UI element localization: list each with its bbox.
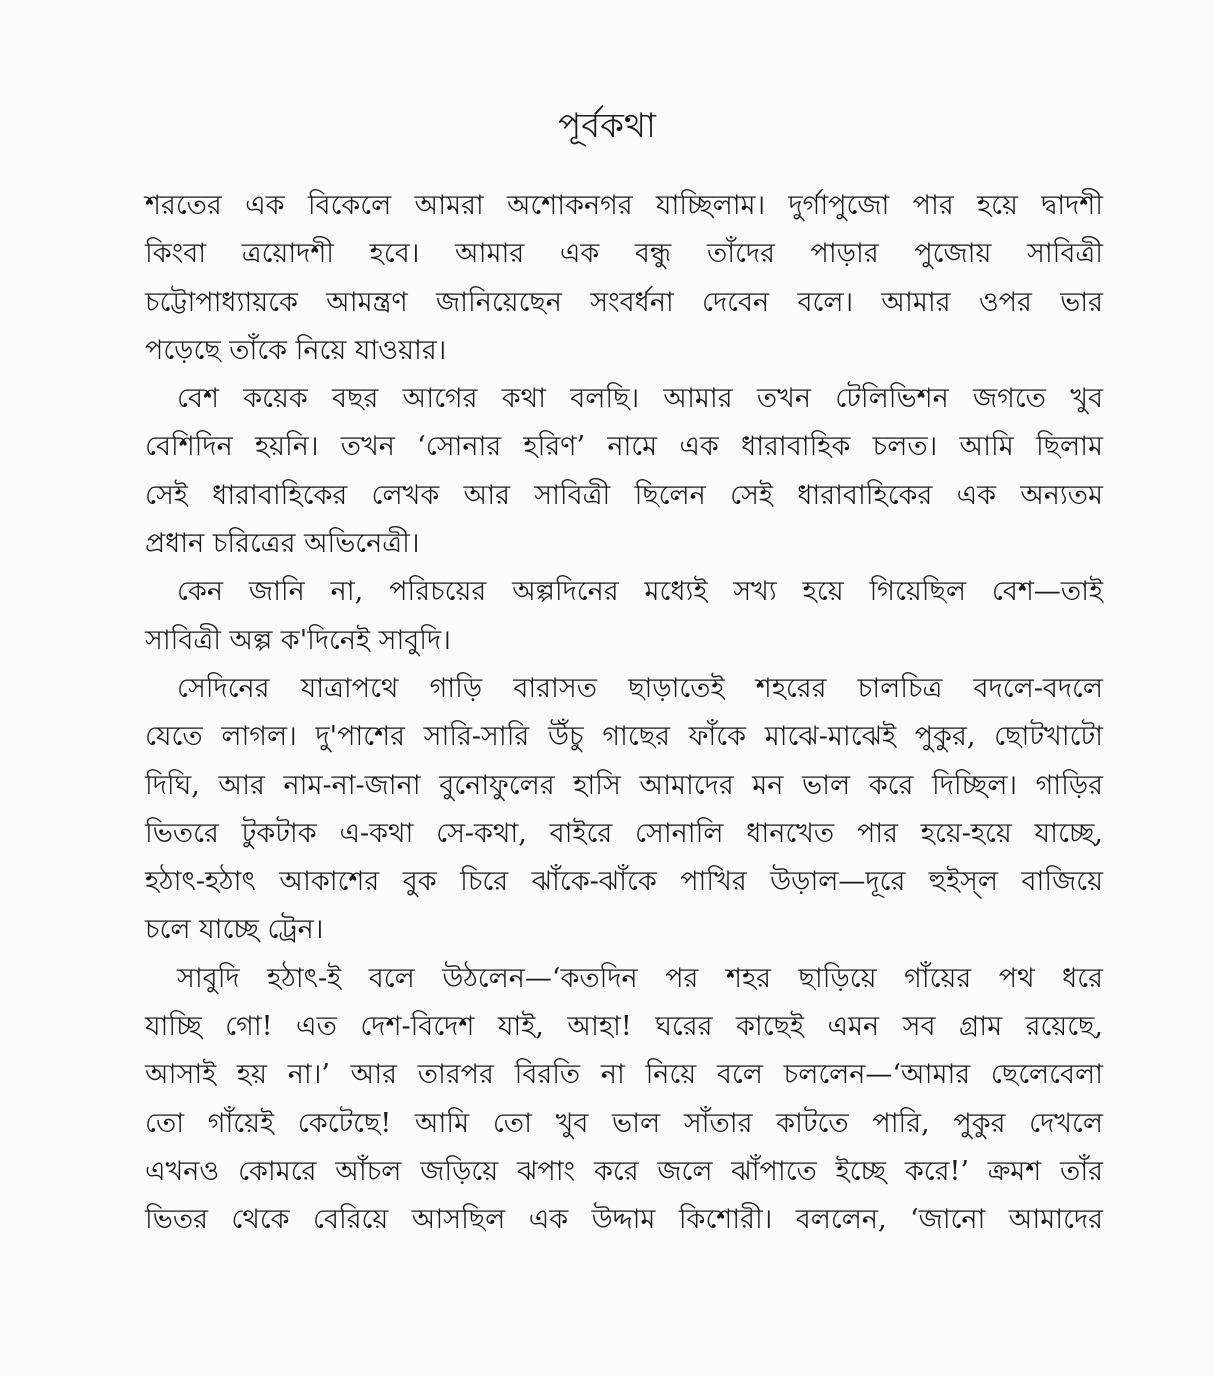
text-line: পড়েছে তাঁকে নিয়ে যাওয়ার। xyxy=(145,334,447,366)
text-line: সাবুদি হঠাৎ-ই বলে উঠলেন—‘কতদিন পর শহর ছাড়িয়ে গাঁয়ের পথ ধরে xyxy=(177,962,1103,994)
text-line: দিঘি, আর নাম-না-জানা বুনোফুলের হাসি আমাদের মন ভাল করে দিচ্ছিল। গাড়ির xyxy=(145,769,1103,801)
text-line: এখনও কোমরে আঁচল জড়িয়ে ঝপাং করে জলে ঝাঁপাতে ইচ্ছে করে!’ ক্রমশ তাঁর xyxy=(145,1155,1103,1187)
text-line: চলে যাচ্ছে ট্রেন। xyxy=(145,914,324,946)
text-line: ভিতর থেকে বেরিয়ে আসছিল এক উদ্দাম কিশোরী। বললেন, ‘জানো আমাদের xyxy=(145,1204,1103,1236)
text-line: প্রধান চরিত্রের অভিনেত্রী। xyxy=(145,528,420,560)
text-line: শরতের এক বিকেলে আমরা অশোকনগর যাচ্ছিলাম। দুর্গাপুজো পার হয়ে দ্বাদশী xyxy=(145,190,1103,221)
text-line: কেন জানি না, পরিচয়ের অল্পদিনের মধ্যেই সখ্য হয়ে গিয়েছিল বেশ—তাই xyxy=(177,576,1103,608)
text-line: ভিতরে টুকটাক এ-কথা সে-কথা, বাইরে সোনালি ধানখেত পার হয়ে-হয়ে যাচ্ছে, xyxy=(145,817,1103,849)
text-line: বেশিদিন হয়নি। তখন ‘সোনার হরিণ’ নামে এক ধারাবাহিক চলত। আমি ছিলাম xyxy=(145,431,1103,463)
text-line: হঠাৎ-হঠাৎ আকাশের বুক চিরে ঝাঁকে-ঝাঁকে পাখির উড়াল—দূরে হুইস্‌ল বাজিয়ে xyxy=(145,866,1103,898)
chapter-body xyxy=(145,182,1103,1245)
text-line: যাচ্ছি গো! এত দেশ-বিদেশ যাই, আহা! ঘরের কাছেই এমন সব গ্রাম রয়েছে, xyxy=(145,1011,1103,1043)
text-line: আসাই হয় না।’ আর তারপর বিরতি না নিয়ে বলে চললেন—‘আমার ছেলেবেলা xyxy=(145,1059,1103,1091)
text-line: কিংবা ত্রয়োদশী হবে। আমার এক বন্ধু তাঁদের পাড়ার পুজোয় সাবিত্রী xyxy=(145,238,1103,270)
text-line: তো গাঁয়েই কেটেছে! আমি তো খুব ভাল সাঁতার কাটতে পারি, পুকুর দেখলে xyxy=(145,1107,1103,1139)
text-line: যেতে লাগল। দু'পাশের সারি-সারি উঁচু গাছের ফাঁকে মাঝে-মাঝেই পুকুর, ছোটখাটো xyxy=(145,721,1103,753)
text-line: সেদিনের যাত্রাপথে গাড়ি বারাসত ছাড়াতেই শহরের চালচিত্র বদলে-বদলে xyxy=(177,672,1103,704)
text-line: সাবিত্রী অল্প ক'দিনেই সাবুদি। xyxy=(145,624,451,656)
text-line: বেশ কয়েক বছর আগের কথা বলছি। আমার তখন টেলিভিশন জগতে খুব xyxy=(177,383,1103,415)
text-line: সেই ধারাবাহিকের লেখক আর সাবিত্রী ছিলেন সেই ধারাবাহিকের এক অন্যতম xyxy=(145,479,1103,511)
text-line: চট্টোপাধ্যায়কে আমন্ত্রণ জানিয়েছেন সংবর্ধনা দেবেন বলে। আমার ওপর ভার xyxy=(145,286,1103,318)
chapter-title: পূর্বকথা xyxy=(558,106,656,146)
